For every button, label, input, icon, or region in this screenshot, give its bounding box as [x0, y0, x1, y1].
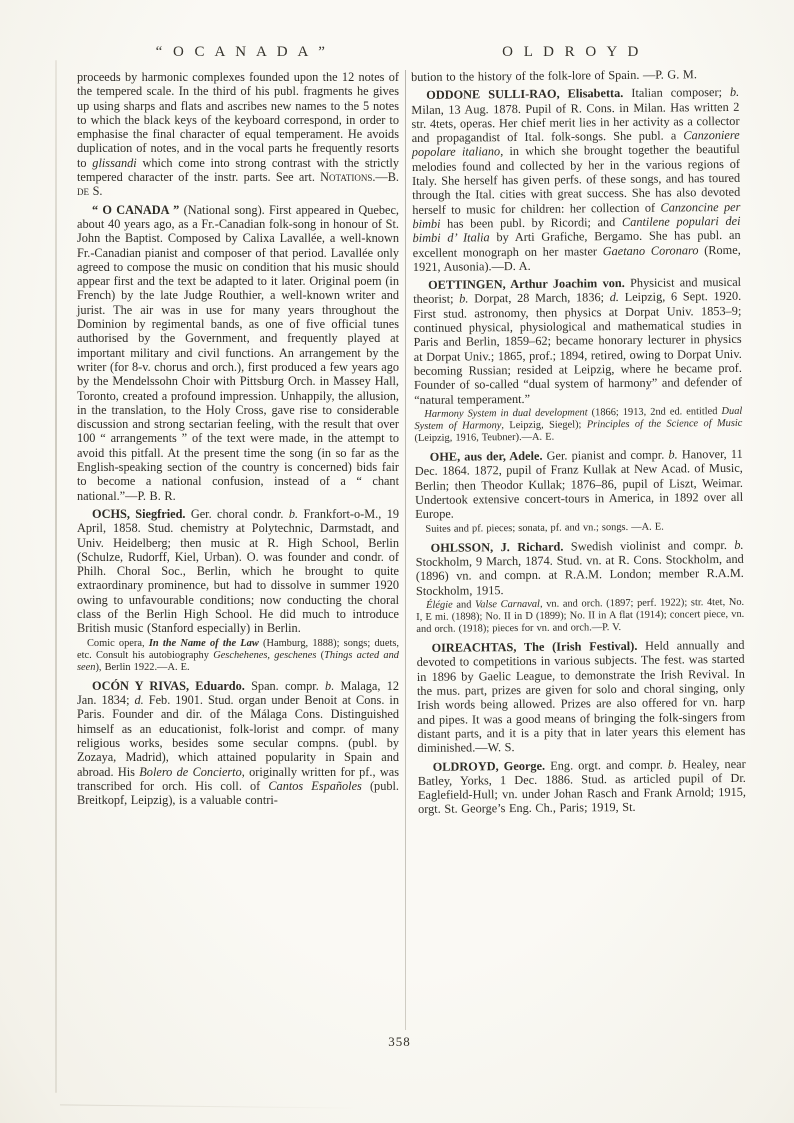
- entry-ocon-y-rivas: [77, 679, 399, 808]
- text-run: d.: [134, 693, 144, 708]
- ochs-works-small-print: [77, 638, 399, 674]
- column-left: [77, 70, 399, 808]
- text-run: Cantos Españoles: [268, 778, 362, 793]
- text-run: Leipzig, 6 Sept. 1920. First stud. astronomy, then physics at Dorpat Univ. 1853–9; continued physical, physiological and mathematical studies in Paris and Berlin, 1859–62; became honorary lecturer in physics at Dorpat Univ.; 1865, prof.; 1894, retired, owing to Dorpat Univ. becoming Russian; resided at Leipzig, where he became prof. Founder of so-called “dual system of harmony” and defender of “natural temperament.”: [413, 289, 743, 407]
- entry-continuation-ocon: [411, 67, 739, 84]
- two-column-text-block: [77, 67, 747, 1030]
- entry-oldroyd: [418, 756, 747, 816]
- entry-headword: OCÓN Y RIVAS, Eduardo.: [92, 678, 245, 693]
- text-run: Valse Carnaval: [474, 598, 540, 611]
- entry-headword: OIREACHTAS, The (Irish Festival).: [431, 639, 638, 655]
- text-run: Feb. 1901. Stud. organ under Benoit at Cons. in Paris. Founder and dir. of the Málaga Cons. Distinguished himself as an educationist, folk-lorist and compr. of many religious works, besides some secular compns. (publ. by Zozaya, Madrid), which attained popularity in Spain and abroad. His: [77, 693, 399, 779]
- text-run: has been publ. by Ricordi; and: [440, 214, 623, 231]
- text-run: Hanover, 11 Dec. 1864. 1872, pupil of Franz Kullak at New Acad. of Music, Berlin; then Theodor Kullak; 1876–86, pupil of Liszt, Weimar. Undertook extensive concert-tours in America, in 1892 over all Europe.: [414, 446, 744, 522]
- page-footer: [77, 1033, 722, 1051]
- entry-headword: OLDROYD, George.: [432, 758, 546, 774]
- text-run: b.: [288, 506, 299, 521]
- oettingen-works-small-print: [414, 406, 742, 445]
- text-run: Élégie: [426, 599, 453, 611]
- text-run: S.: [89, 184, 103, 199]
- text-run: bution to the history of the folk-lore of Spain. —P. G. M.: [411, 67, 697, 84]
- entry-headword: ODDONE SULLI-RAO, Elisabetta.: [426, 86, 624, 103]
- entry-headword: OCHS, Siegfried.: [92, 506, 186, 521]
- running-head-right: O L D R O Y D: [502, 44, 642, 60]
- text-run: Principles of the Science of Music: [586, 417, 743, 431]
- text-run: b.: [734, 537, 744, 552]
- text-run: Milan, 13 Aug. 1878. Pupil of R. Cons. in Milan. Has written 2 str. 4tets, operas. Her chief merit lies in her activity as a collector and propagandist of Ital. folk-songs. She publ. a: [411, 99, 740, 146]
- ohe-works-small-print: [415, 520, 743, 535]
- text-run: Cantilene populari dei bimbi d’ Italia: [412, 213, 741, 246]
- text-run: , vn. and orch. (1897; perf. 1922); str. 4tet, No. I, E mi. (1898); No. II in D (1899); No. II in A flat (1914); concert piece, vn. and orch. (1918); pieces for vn. and orch.—P. V.: [416, 596, 745, 636]
- entry-ochs: [77, 507, 399, 636]
- entry-oireachtas: [416, 638, 745, 756]
- text-run: Frankfort-o-M., 19 April, 1858. Stud. chemistry at Polytechnic, Darmstadt, and Univ. Heidelberg; then music at R. High School, Berlin (Schulze, Rudorff, Kiel, Urban). O. was founder and condr. of Philh. Choral Soc., Berlin, which he brought to quite extraordinary prominence, but had to dissolve in summer 1920 owing to unfavourable conditions; now conducting the choral class of the Berlin High School. He did much to introduce British music (Stanford especially) in Berlin.: [77, 506, 399, 636]
- text-run: b.: [729, 85, 740, 100]
- column-right: [411, 67, 746, 817]
- text-run: by Arti Grafiche, Bergamo. She has publ. an excellent monograph on her master: [412, 228, 741, 260]
- page-bottom-edge-shadow: [60, 1104, 360, 1108]
- text-run: proceeds by harmonic complexes founded upon the 12 notes of the tempered scale. In the third of his publ. fragments he gives up using sharps and flats and ascribes new names to the 5 notes to which the black keys of the keyboard correspond, in order to emphasise the final character of equal temperament. He avoids duplication of notes, and in the vocal parts he frequently resorts to: [77, 70, 399, 170]
- text-run: Physicist and musical theorist;: [413, 274, 742, 307]
- entry-ohlsson: [416, 538, 745, 598]
- text-run: Comic opera,: [87, 637, 149, 649]
- text-run: Swedish violinist and compr.: [563, 537, 735, 554]
- text-run: Gaetano Coronaro: [602, 242, 699, 258]
- text-run: Italian composer;: [623, 85, 731, 101]
- text-run: b.: [459, 291, 469, 307]
- entry-headword: “ O CANADA ”: [92, 202, 180, 217]
- text-run: (Leipzig, 1916, Teubner).—A. E.: [414, 431, 555, 444]
- text-run: glissandi: [92, 155, 137, 170]
- text-run: Suites and pf. pieces; sonata, pf. and vn.; songs. —A. E.: [425, 521, 664, 535]
- text-run: (1866; 1913, 2nd ed. entitled: [587, 405, 722, 419]
- text-run: In the Name of the Law: [148, 637, 259, 649]
- text-run: ), Berlin 1922.—A. E.: [95, 661, 190, 673]
- text-run: de: [77, 184, 89, 199]
- text-run: b.: [325, 678, 335, 693]
- running-head-left: “ O C A N A D A ”: [155, 44, 329, 60]
- text-run: Bolero de Concierto: [139, 764, 242, 779]
- text-run: (National song). First appeared in Quebec, about 40 years ago, as a Fr.-Canadian folk-song in honour of St. John the Baptist. Composed by Calixa Lavallée, a well-known Fr.-Canadian pianist and composer of that period. Lavallée only agreed to compose the music on condition that his music should appear first and the text be adapted to it later. Original poem (in French) by the late Judge Routhier, a well-known writer and jurist. The air was in use for many years throughout the Dominion by regimental bands, as one of five official tunes authorised by the Government, and frequently played at important military and civil functions. An arrangement by the writer (for 8-v. chorus and orch.), first produced a few years ago by the Mendelssohn Choir with Pittsburg Orch. in Massey Hall, Toronto, created a profound impression. Unhappily, the allusion, in the translation, to the Holy Cross, gave rise to considerable discussion and strong sectarian feeling, with the result that over 100 “ arrangements ” of the text were made, in the attempt to avoid this pitfall. At the present time the song (in so far as the English-speaking section of the country is concerned) bids fair to become a national confusion, instead of a “ chant national.”—P. B. R.: [77, 202, 399, 503]
- running-heads: [77, 44, 737, 61]
- text-run: Dual System of Harmony: [414, 405, 743, 432]
- ohlsson-works-small-print: [416, 597, 744, 636]
- text-run: Dorpat, 28 March, 1836;: [468, 290, 610, 306]
- page-left-edge-shadow: [55, 60, 57, 1093]
- text-run: Canzoniere popolare italiano: [411, 128, 740, 160]
- text-run: , Leipzig, Siegel);: [501, 419, 587, 432]
- entry-headword: OETTINGEN, Arthur Joachim von.: [427, 276, 625, 293]
- text-run: Geschehenes, geschenes: [213, 649, 317, 661]
- entry-continuation-notations: [77, 70, 399, 199]
- text-run: Healey, near Batley, Yorks, 1 Dec. 1886. Stud. as articled pupil of Dr. Eaglefield-Hull; vn. under Johan Rasch and Frank Arnold; 1915, orgt. St. George’s Eng. Ch., Paris; 1919, St.: [417, 756, 747, 817]
- text-run: and: [452, 599, 476, 611]
- text-run: d.: [609, 290, 620, 305]
- text-run: b.: [667, 757, 678, 772]
- entry-headword: OHLSSON, J. Richard.: [430, 539, 564, 555]
- text-run: (publ. Breitkopf, Leipzig), is a valuable contri-: [77, 778, 399, 808]
- text-run: Eng. orgt. and compr.: [545, 757, 668, 773]
- text-run: (Rome, 1921, Ausonia).—D. A.: [412, 242, 741, 274]
- text-run: Harmony System in dual development: [424, 407, 588, 420]
- text-run: Things acted and seen: [77, 649, 400, 673]
- column-divider-rule: [405, 70, 406, 1030]
- text-run: Canzoncine per bimbi: [412, 199, 741, 231]
- entry-ohe: [415, 447, 744, 522]
- text-run: Ger. pianist and compr.: [542, 447, 669, 463]
- text-run: b.: [668, 447, 678, 462]
- text-run: Malaga, 12 Jan. 1834;: [77, 678, 399, 708]
- text-run: Span. compr.: [244, 678, 326, 693]
- entry-o-canada: [77, 203, 399, 503]
- text-run: , originally written for pf., was transcribed for orch. His coll. of: [77, 764, 399, 793]
- text-run: .—B.: [372, 170, 399, 185]
- entry-oddone-sulli-rao: [411, 85, 741, 274]
- text-run: which come into strong contrast with the strictly tempered character of the instr. parts. See art.: [77, 155, 400, 185]
- entry-headword: OHE, aus der, Adele.: [429, 448, 543, 464]
- text-run: Held annually and devoted to competitions in various subjects. The fest. was started in 1896 by Gaelic League, to demonstrate the Irish Revival. In the mus. part, prizes are given for solo and choral singing, only Irish words being allowed. Prizes are also offered for vn. harp and pipes. It was a good means of bringing the folk-singers from distant parts, and it is a pity that in later years this element has diminished.—W. S.: [416, 637, 746, 756]
- entry-oettingen: [413, 275, 742, 407]
- text-run: Ger. choral condr.: [185, 506, 289, 521]
- text-run: Stockholm, 9 March, 1874. Stud. vn. at R. Cons. Stockholm, and (1896) vn. and compn. at R.A.M. London; member R.A.M. Stockholm, 1915.: [415, 551, 744, 598]
- text-run: Notations: [320, 170, 373, 185]
- text-run: , in which she brought together the beautiful melodies found and collected by her in the various regions of Italy. She herself has given perfs. of these songs, and has toured through the Ital. cities with great success. She has also devoted herself to music for children: her collection of: [411, 142, 741, 217]
- text-run: (Hamburg, 1888); songs; duets, etc. Consult his autobiography: [77, 637, 399, 661]
- text-run: (: [316, 649, 325, 661]
- page-number: 358: [388, 1034, 411, 1049]
